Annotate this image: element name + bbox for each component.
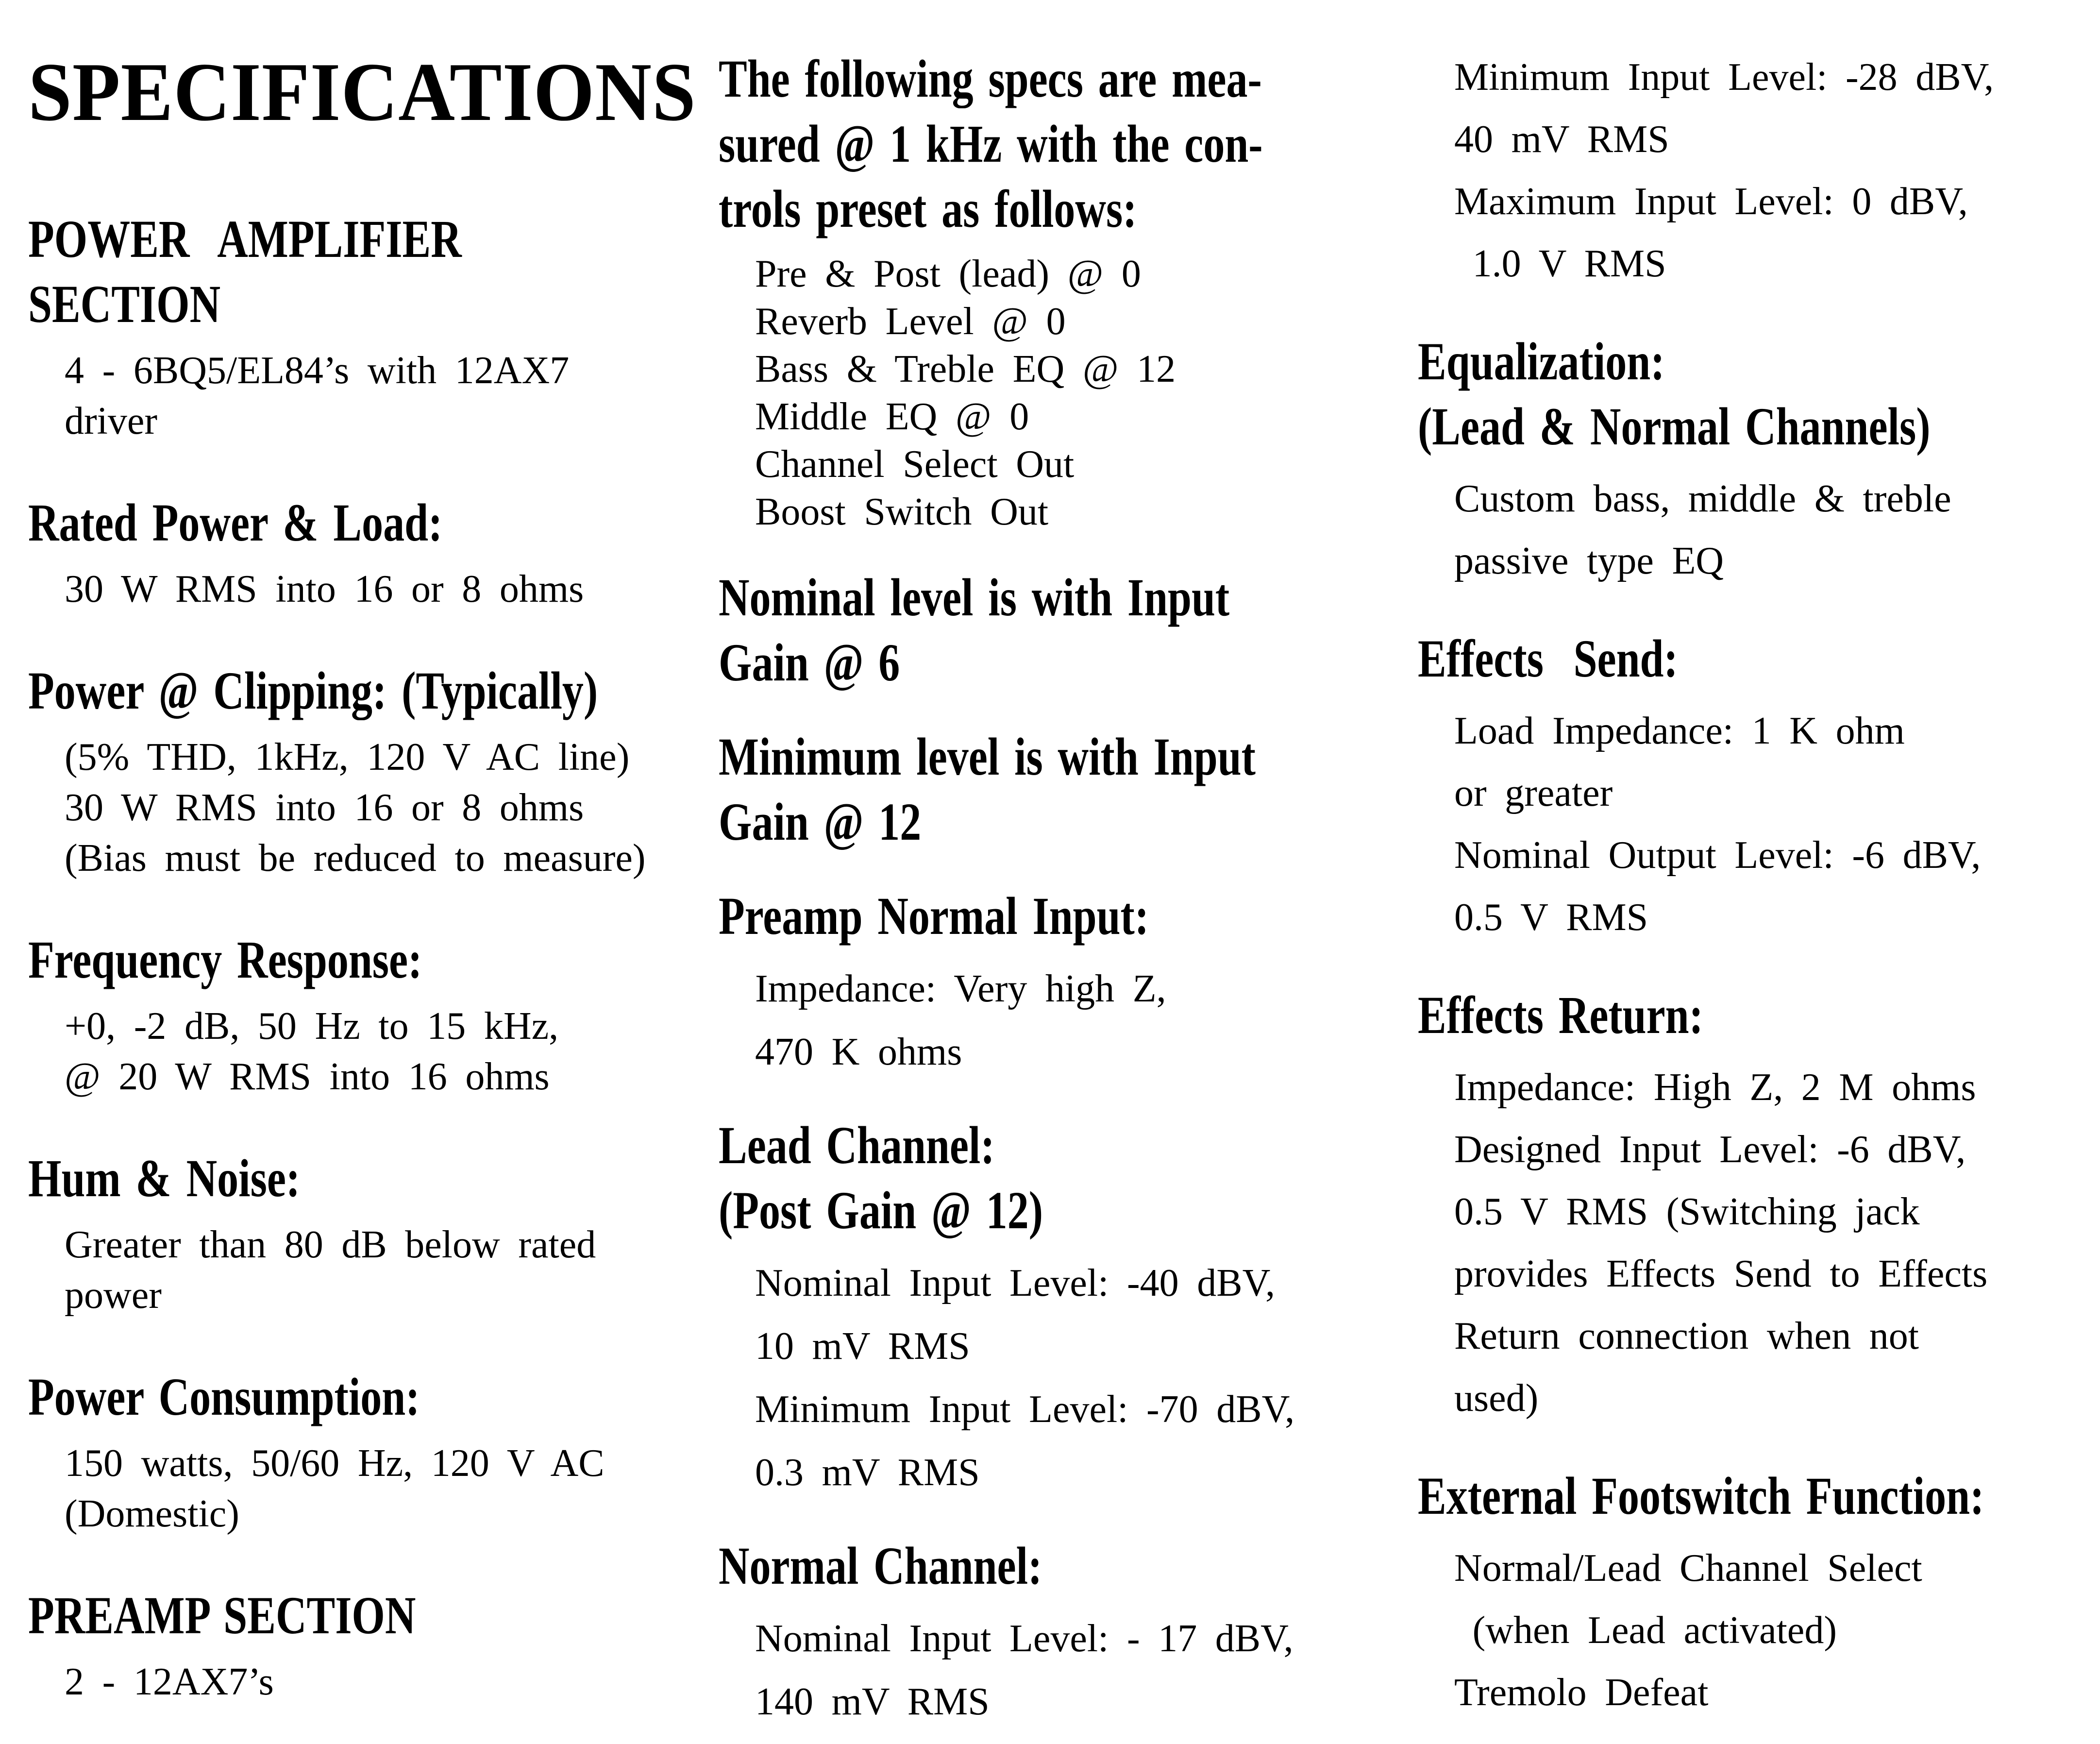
- lead-channel-value-line-1: Nominal Input Level: -40 dBV,: [755, 1262, 1276, 1304]
- minimum-level-note-heading-line-1: Minimum level is with Input: [719, 727, 1256, 786]
- frequency-response-value: [28, 1001, 719, 1102]
- measurement-conditions-list-line-2: Reverb Level @ 0: [755, 300, 1066, 343]
- frequency-response-heading-line-1: Frequency Response:: [28, 930, 422, 989]
- measurement-conditions-list-line-6: Boost Switch Out: [755, 491, 1049, 533]
- column-right: [1418, 46, 2076, 1724]
- hum-noise-value-line-1: Greater than 80 dB below rated: [65, 1223, 596, 1266]
- lead-channel-value-line-3: Minimum Input Level: -70 dBV,: [755, 1388, 1295, 1431]
- power-consumption-value-line-2: (Domestic): [65, 1492, 239, 1535]
- lead-channel-value-line-2: 10 mV RMS: [755, 1325, 970, 1368]
- normal-channel-value-line-2: 140 mV RMS: [755, 1680, 990, 1723]
- normal-channel-value-continued-line-1: Minimum Input Level: -28 dBV,: [1454, 56, 1994, 99]
- power-amplifier-section-heading: [28, 206, 719, 337]
- effects-send-heading: [1418, 626, 2076, 691]
- power-consumption-value: [28, 1438, 719, 1539]
- normal-channel-value-line-1: Nominal Input Level: - 17 dBV,: [755, 1617, 1294, 1660]
- measurement-conditions-list-line-1: Pre & Post (lead) @ 0: [755, 253, 1141, 295]
- rated-power-load-heading: [28, 490, 719, 555]
- external-footswitch-value-line-1: Normal/Lead Channel Select: [1454, 1547, 1922, 1590]
- rated-power-load-value: [28, 564, 719, 614]
- effects-return-value-line-5: Return connection when not: [1454, 1315, 1919, 1357]
- normal-channel-value-continued-line-3: Maximum Input Level: 0 dBV,: [1454, 180, 1968, 223]
- effects-return-value-line-6: used): [1454, 1377, 1539, 1420]
- effects-return-value: [1418, 1056, 2076, 1429]
- measurement-conditions-list-line-5: Channel Select Out: [755, 443, 1075, 486]
- effects-send-value-line-4: 0.5 V RMS: [1454, 896, 1648, 939]
- normal-channel-value: [719, 1607, 1418, 1733]
- measurement-conditions-heading-line-3: trols preset as follows:: [719, 179, 1137, 238]
- measurement-conditions-list-line-4: Middle EQ @ 0: [755, 395, 1029, 438]
- hum-noise-heading-line-1: Hum & Noise:: [28, 1149, 301, 1208]
- power-amplifier-section-heading-line-2: SECTION: [28, 274, 221, 334]
- preamp-section-heading: [28, 1583, 719, 1648]
- effects-send-value: [1418, 700, 2076, 948]
- power-at-clipping-heading-line-1: Power @ Clipping: (Typically): [28, 661, 598, 720]
- measurement-conditions-list-line-3: Bass & Treble EQ @ 12: [755, 348, 1176, 390]
- normal-channel-value-continued-line-4: 1.0 V RMS: [1454, 242, 1666, 285]
- spec-columns: [28, 46, 2076, 1733]
- preamp-normal-input-value: [719, 957, 1418, 1084]
- lead-channel-heading-line-1: Lead Channel:: [719, 1116, 995, 1175]
- power-at-clipping-value-line-1: (5% THD, 1kHz, 120 V AC line): [65, 736, 630, 779]
- power-at-clipping-heading: [28, 658, 719, 723]
- lead-channel-value: [719, 1252, 1418, 1504]
- preamp-normal-input-heading: [719, 883, 1418, 948]
- column-middle: [719, 46, 1418, 1733]
- minimum-level-note-heading-line-2: Gain @ 12: [719, 792, 922, 851]
- power-consumption-heading: [28, 1364, 719, 1429]
- minimum-level-note-heading: [719, 724, 1418, 854]
- measurement-conditions-heading: [719, 46, 1418, 241]
- effects-send-value-line-1: Load Impedance: 1 K ohm: [1454, 710, 1905, 752]
- normal-channel-heading-line-1: Normal Channel:: [719, 1536, 1042, 1595]
- rated-power-load-value-line-1: 30 W RMS into 16 or 8 ohms: [65, 568, 584, 610]
- measurement-conditions-heading-line-1: The following specs are mea-: [719, 49, 1262, 108]
- measurement-conditions-heading-line-2: sured @ 1 kHz with the con-: [719, 114, 1263, 173]
- lead-channel-heading: [719, 1113, 1418, 1243]
- preamp-tubes-line-1: 2 - 12AX7’s: [65, 1660, 274, 1703]
- external-footswitch-heading: [1418, 1463, 2076, 1528]
- power-consumption-heading-line-1: Power Consumption:: [28, 1367, 420, 1426]
- preamp-normal-input-value-line-1: Impedance: Very high Z,: [755, 967, 1166, 1010]
- power-at-clipping-value-line-3: (Bias must be reduced to measure): [65, 837, 646, 880]
- page-title: [28, 46, 719, 138]
- power-amplifier-section-heading-line-1: POWER AMPLIFIER: [28, 209, 462, 269]
- power-amplifier-tubes-line-1: 4 - 6BQ5/EL84’s with 12AX7: [65, 349, 570, 392]
- effects-send-value-line-2: or greater: [1454, 772, 1613, 814]
- power-amplifier-tubes-line-2: driver: [65, 400, 158, 442]
- normal-channel-heading: [719, 1533, 1418, 1598]
- effects-send-heading-line-1: Effects Send:: [1418, 629, 1678, 688]
- external-footswitch-value-line-3: Tremolo Defeat: [1454, 1671, 1709, 1714]
- normal-channel-value-continued: [1418, 46, 2076, 295]
- external-footswitch-heading-line-1: External Footswitch Function:: [1418, 1466, 1984, 1525]
- effects-return-value-line-4: provides Effects Send to Effects: [1454, 1253, 1988, 1295]
- preamp-normal-input-value-line-2: 470 K ohms: [755, 1031, 962, 1073]
- equalization-heading: [1418, 329, 2076, 459]
- nominal-level-note-heading-line-2: Gain @ 6: [719, 633, 900, 692]
- rated-power-load-heading-line-1: Rated Power & Load:: [28, 493, 443, 552]
- external-footswitch-value-line-2: (when Lead activated): [1454, 1609, 1837, 1652]
- hum-noise-value-line-2: power: [65, 1274, 162, 1317]
- effects-return-value-line-2: Designed Input Level: -6 dBV,: [1454, 1128, 1966, 1171]
- effects-send-value-line-3: Nominal Output Level: -6 dBV,: [1454, 834, 1981, 877]
- equalization-heading-line-2: (Lead & Normal Channels): [1418, 397, 1931, 456]
- power-consumption-value-line-1: 150 watts, 50/60 Hz, 120 V AC: [65, 1442, 605, 1485]
- measurement-conditions-list: [719, 250, 1418, 536]
- hum-noise-heading: [28, 1146, 719, 1211]
- equalization-value-line-1: Custom bass, middle & treble: [1454, 477, 1951, 520]
- nominal-level-note-heading-line-1: Nominal level is with Input: [719, 568, 1230, 627]
- effects-return-heading-line-1: Effects Return:: [1418, 985, 1703, 1045]
- equalization-value-line-2: passive type EQ: [1454, 540, 1724, 582]
- power-at-clipping-value-line-2: 30 W RMS into 16 or 8 ohms: [65, 786, 584, 829]
- lead-channel-value-line-4: 0.3 mV RMS: [755, 1451, 980, 1494]
- preamp-tubes: [28, 1657, 719, 1707]
- page-title-line-1: SPECIFICATIONS: [28, 46, 696, 138]
- preamp-section-heading-line-1: PREAMP SECTION: [28, 1586, 416, 1645]
- effects-return-value-line-1: Impedance: High Z, 2 M ohms: [1454, 1066, 1976, 1109]
- normal-channel-value-continued-line-2: 40 mV RMS: [1454, 118, 1669, 161]
- preamp-normal-input-heading-line-1: Preamp Normal Input:: [719, 886, 1149, 946]
- lead-channel-heading-line-2: (Post Gain @ 12): [719, 1181, 1043, 1240]
- frequency-response-value-line-2: @ 20 W RMS into 16 ohms: [65, 1055, 550, 1098]
- nominal-level-note-heading: [719, 565, 1418, 695]
- equalization-value: [1418, 468, 2076, 592]
- equalization-heading-line-1: Equalization:: [1418, 332, 1665, 391]
- effects-return-heading: [1418, 982, 2076, 1048]
- hum-noise-value: [28, 1219, 719, 1321]
- effects-return-value-line-3: 0.5 V RMS (Switching jack: [1454, 1190, 1920, 1233]
- power-at-clipping-value: [28, 732, 719, 883]
- frequency-response-heading: [28, 927, 719, 992]
- column-left: [28, 46, 719, 1707]
- frequency-response-value-line-1: +0, -2 dB, 50 Hz to 15 kHz,: [65, 1005, 559, 1048]
- external-footswitch-value: [1418, 1537, 2076, 1724]
- power-amplifier-tubes: [28, 345, 719, 446]
